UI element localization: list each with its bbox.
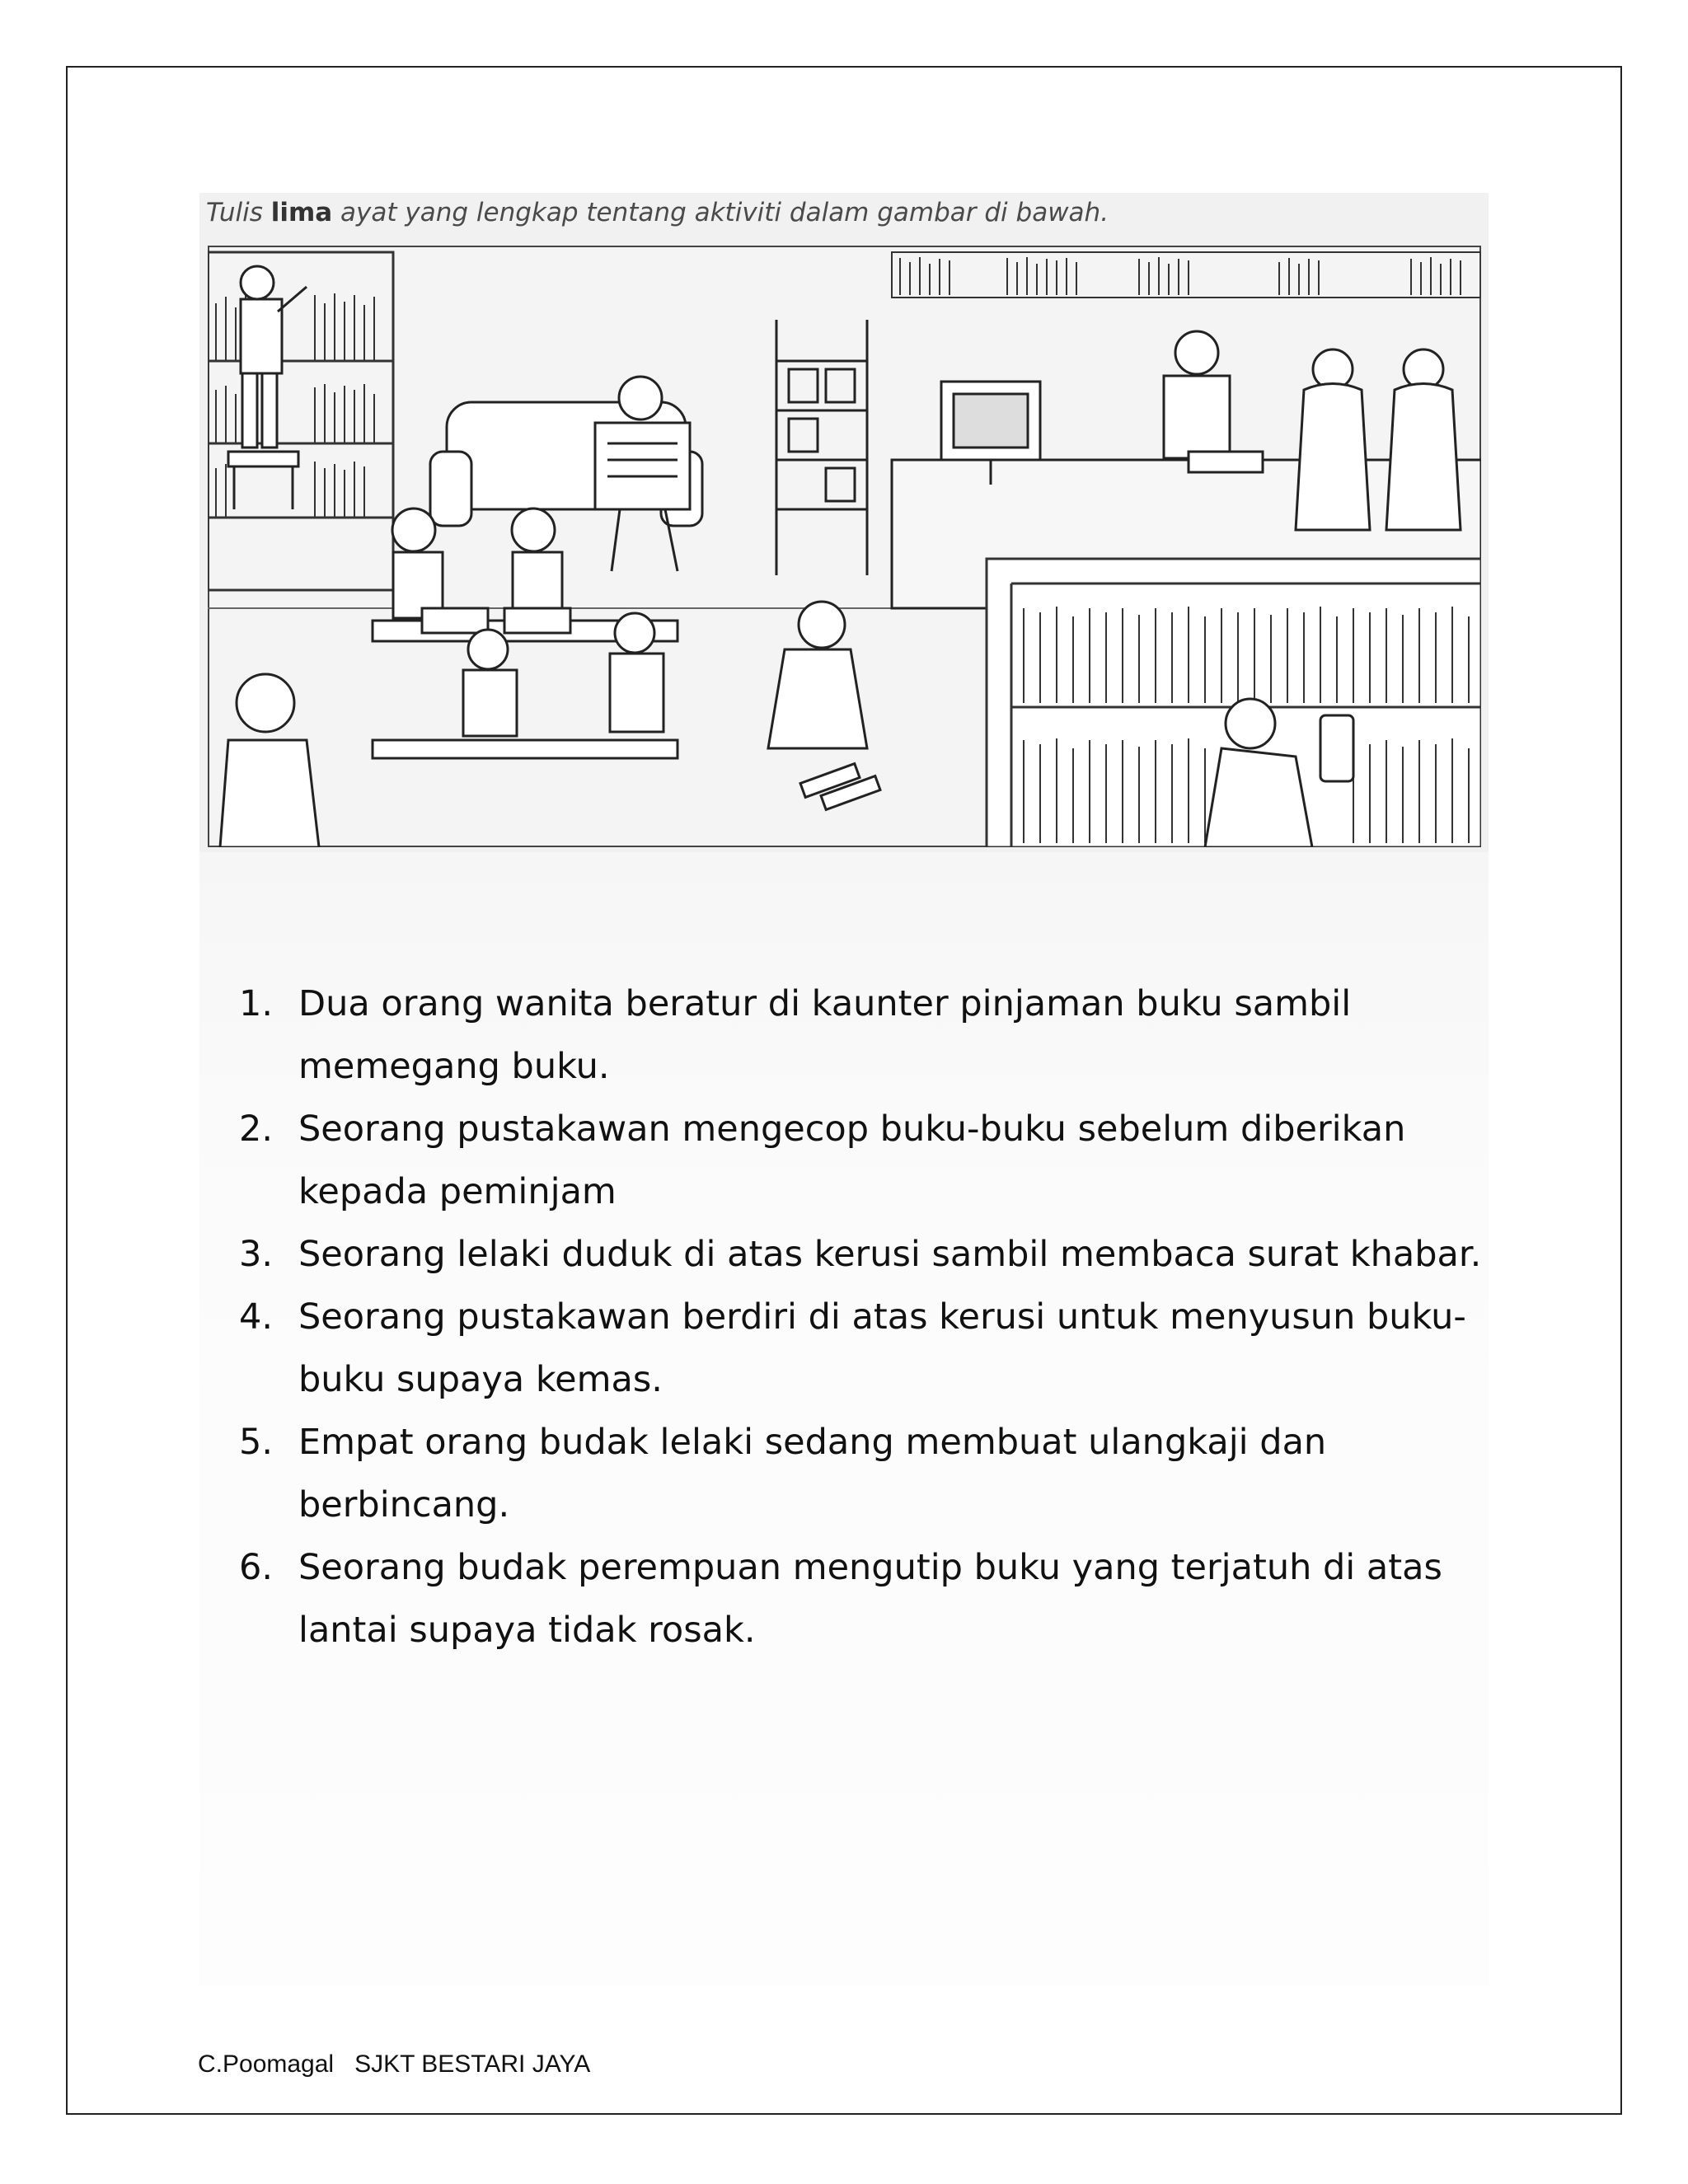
list-item — [239, 1411, 1525, 1536]
list-item — [239, 1536, 1525, 1661]
instruction-text — [206, 198, 1109, 227]
item-text: Seorang pustakawan mengecop buku-buku sebelum diberikan kepada peminjam — [298, 1108, 1406, 1212]
item-text: Empat orang budak lelaki sedang membuat ulangkaji dan berbincang. — [298, 1422, 1327, 1526]
answer-list — [239, 972, 1525, 1661]
instruction-emphasis: lima — [270, 198, 333, 227]
item-number: 4. — [239, 1296, 274, 1338]
item-text: Seorang pustakawan berdiri di atas kerusi untuk menyusun buku-buku supaya kemas. — [298, 1296, 1466, 1400]
footer-credit: C.Poomagal SJKT BESTARI JAYA — [198, 2050, 591, 2078]
list-item — [239, 1098, 1525, 1223]
list-item — [239, 972, 1525, 1098]
item-number: 2. — [239, 1108, 274, 1150]
item-text: Seorang lelaki duduk di atas kerusi sambil membaca surat khabar. — [298, 1234, 1482, 1275]
item-number: 3. — [239, 1234, 274, 1275]
library-scene-illustration — [208, 246, 1481, 847]
item-number: 1. — [239, 983, 274, 1024]
item-number: 6. — [239, 1547, 274, 1588]
item-text: Seorang budak perempuan mengutip buku yang terjatuh di atas lantai supaya tidak rosak. — [298, 1547, 1442, 1651]
item-number: 5. — [239, 1422, 274, 1463]
list-item — [239, 1223, 1525, 1286]
instruction-suffix: ayat yang lengkap tentang aktiviti dalam gambar di bawah. — [332, 198, 1109, 227]
instruction-prefix: Tulis — [206, 198, 271, 227]
list-item — [239, 1286, 1525, 1411]
item-text: Dua orang wanita beratur di kaunter pinjaman buku sambil memegang buku. — [298, 983, 1352, 1087]
